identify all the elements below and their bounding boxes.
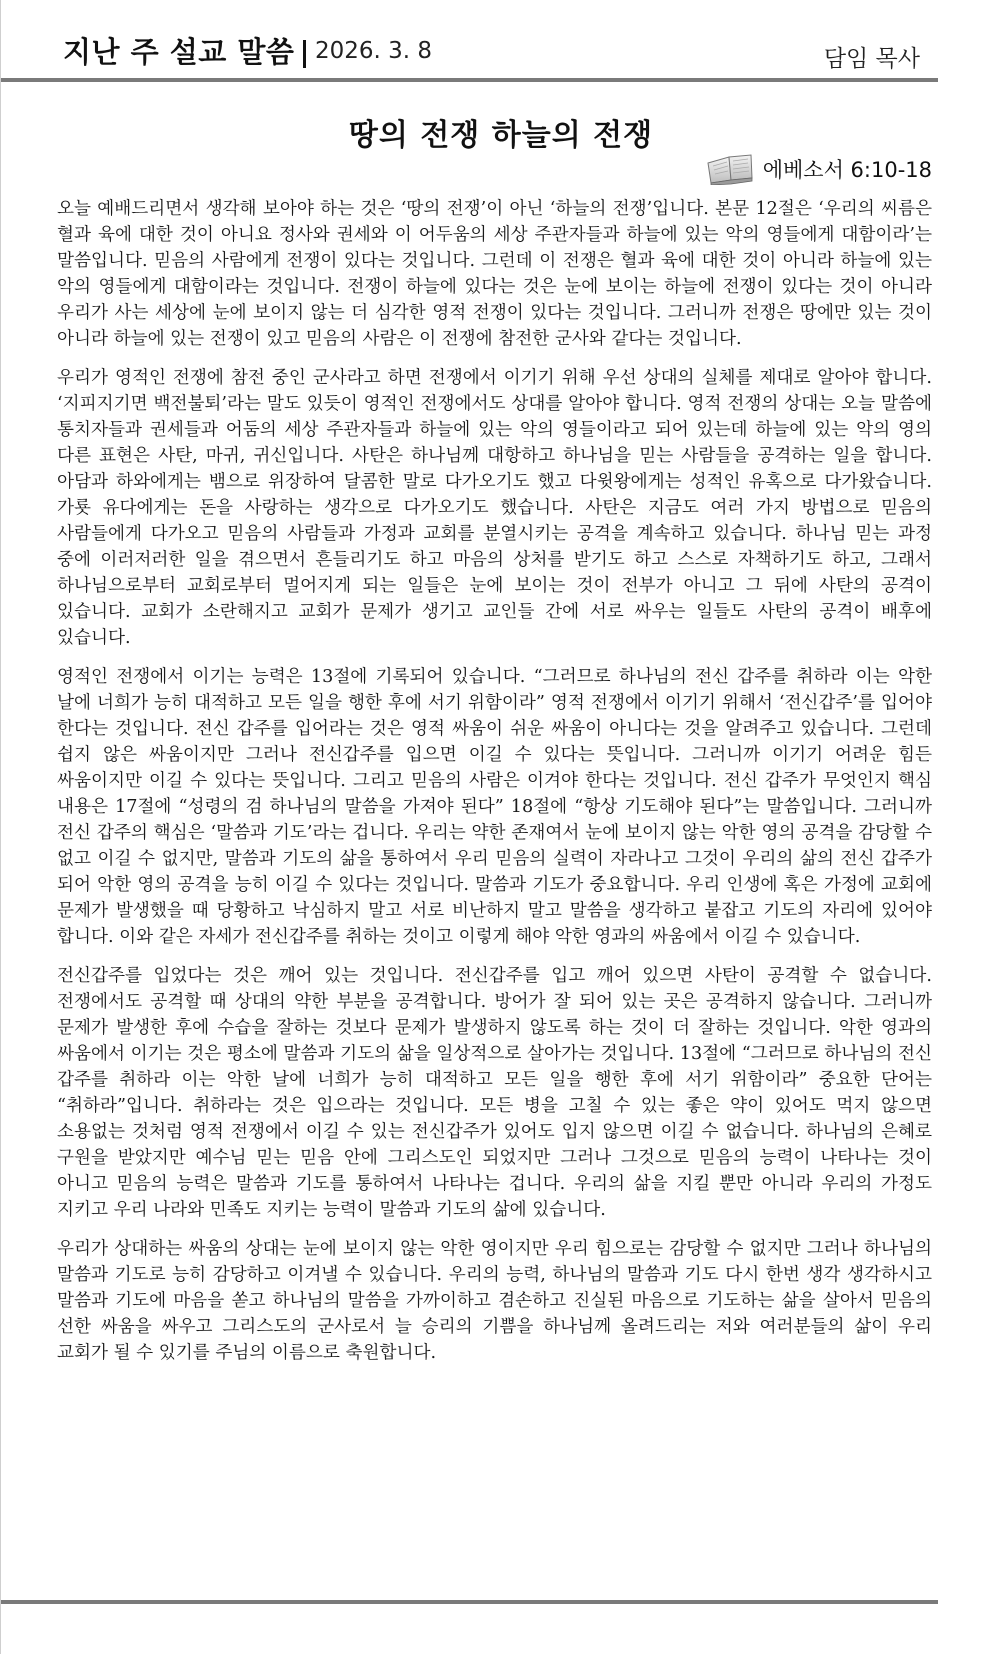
paragraph: 우리가 영적인 전쟁에 참전 중인 군사라고 하면 전쟁에서 이기기 위해 우선 상대의 실체를 제대로 알아야 합니다. ‘지피지기면 백전불퇴’라는 말도 있듯이 영적인 전쟁에서도 상대를 알아야 합니다. 영적 전쟁의 상대는 오늘 말씀에 통치자들과 권세들과 어둠의 세상 주관자들과 하늘에 있는 악의 영들이라고 되어 있는데 하늘에 있는 악의 영의 다른 표현은 사탄, 마귀, 귀신입니다. 사탄은 하나님께 대항하고 하나님을 믿는 사람들을 공격하는 일을 합니다. 아담과 하와에게는 뱀으로 위장하여 달콤한 말로 다가오기도 했고 다윗왕에게는 성적인 유혹으로 다가왔습니다. 가룟 유다에게는 돈을 사랑하는 생각으로 다가오기도 했습니다. 사탄은 지금도 여러 가지 방법으로 믿음의 사람들에게 다가오고 믿음의 사람들과 가정과 교회를 분열시키는 공격을 계속하고 있습니다. 하나님 믿는 과정 중에 이러저러한 일을 겪으면서 흔들리기도 하고 마음의 상처를 받기도 하고 스스로 자책하기도 하고, 그래서 하나님으로부터 교회로부터 멀어지게 되는 일들은 눈에 보이는 것이 전부가 아니고 그 뒤에 사탄의 공격이 있습니다. 교회가 소란해지고 교회가 문제가 생기고 교인들 간에 서로 싸우는 일들도 사탄의 공격이 배후에 있습니다. [57, 368, 933, 648]
footer-rule [1, 1600, 938, 1604]
sermon-date: 2026. 3. 8 [315, 38, 433, 64]
paragraph: 오늘 예배드리면서 생각해 보아야 하는 것은 ‘땅의 전쟁’이 아닌 ‘하늘의 전쟁’입니다. 본문 12절은 ‘우리의 씨름은 혈과 육에 대한 것이 아니요 정사와 권세와 이 어두움의 세상 주관자들과 하늘에 있는 악의 영들에게 대함이라’는 말씀입니다. 믿음의 사람에게 전쟁이 있다는 것입니다. 그런데 이 전쟁은 혈과 육에 대한 것이 아니라 하늘에 있는 악의 영들에게 대함이라는 것입니다. 전쟁이 하늘에 있다는 것은 눈에 보이는 하늘에 전쟁이 있다는 것이 아니라 우리가 사는 세상에 눈에 보이지 않는 더 심각한 영적 전쟁이 있다는 것입니다. 그러니까 전쟁은 땅에만 있는 것이 아니라 하늘에 있는 전쟁이 있고 믿음의 사람은 이 전쟁에 참전한 군사와 같다는 것입니다. [57, 199, 932, 349]
sermon-title: 땅의 전쟁 하늘의 전쟁 [348, 118, 654, 153]
sermon-body [57, 196, 932, 1379]
scripture-text: 에베소서 6:10-18 [762, 158, 932, 182]
paragraph: 전신갑주를 입었다는 것은 깨어 있는 것입니다. 전신갑주를 입고 깨어 있으면 사탄이 공격할 수 없습니다. 전쟁에서도 공격할 때 상대의 약한 부분을 공격합니다. 방어가 잘 되어 있는 곳은 공격하지 않습니다. 그러니까 문제가 발생한 후에 수습을 잘하는 것보다 문제가 발생하지 않도록 하는 것이 더 잘하는 것입니다. 악한 영과의 싸움에서 이기는 것은 평소에 말씀과 기도의 삶을 일상적으로 살아가는 것입니다. 13절에 “그러므로 하나님의 전신 갑주를 취하라 이는 악한 날에 너희가 능히 대적하고 모든 일을 행한 후에 서기 위함이라” 중요한 단어는 “취하라”입니다. 취하라는 것은 입으라는 것입니다. 모든 병을 고칠 수 있는 좋은 약이 있어도 먹지 않으면 소용없는 것처럼 영적 전쟁에서 이길 수 있는 전신갑주가 있어도 입지 않으면 이길 수 없습니다. 하나님의 은혜로 구원을 받았지만 예수님 믿는 믿음 안에 그리스도인 되었지만 그러나 그것으로 믿음의 능력이 나타나는 것이 아니고 믿음의 능력은 말씀과 기도를 통하여서 나타나는 겁니다. 우리의 삶을 지킬 뿐만 아니라 우리의 가정도 지키고 우리 나라와 민족도 지키는 능력이 말씀과 기도의 삶에 있습니다. [57, 966, 932, 1220]
scripture-reference [705, 152, 932, 186]
header-rule [1, 78, 938, 82]
paragraph: 영적인 전쟁에서 이기는 능력은 13절에 기록되어 있습니다. “그러므로 하나님의 전신 갑주를 취하라 이는 악한 날에 너희가 능히 대적하고 모든 일을 행한 후에 서기 위함이라” 영적 전쟁에서 이기기 위해서 ‘전신갑주’를 입어야 한다는 것입니다. 전신 갑주를 입어라는 것은 영적 싸움이 쉬운 싸움이 아니다는 것을 알려주고 있습니다. 그런데 쉽지 않은 싸움이지만 그러나 전신갑주를 입으면 이길 수 있다는 뜻입니다. 그러니까 이기기 어려운 힘든 싸움이지만 이길 수 있다는 뜻입니다. 그리고 믿음의 사람은 이겨야 한다는 것입니다. 전신 갑주가 무엇인지 핵심 내용은 17절에 “성령의 검 하나님의 말씀을 가져야 된다” 18절에 “항상 기도해야 된다”는 말씀입니다. 그러니까 전신 갑주의 핵심은 ‘말씀과 기도’라는 겁니다. 우리는 약한 존재여서 눈에 보이지 않는 악한 영의 공격을 감당할 수 없고 이길 수 없지만, 말씀과 기도의 삶을 통하여서 우리 믿음의 실력이 자라나고 그것이 우리의 삶의 전신 갑주가 되어 악한 영의 공격을 능히 이길 수 있다는 것입니다. 말씀과 기도가 중요합니다. 우리 인생에 혹은 가정에 교회에 문제가 발생했을 때 당황하고 낙심하지 말고 서로 비난하지 말고 말씀을 생각하고 붙잡고 기도의 자리에 있어야 합니다. 이와 같은 자세가 전신갑주를 취하는 것이고 이렇게 해야 악한 영과의 싸움에서 이길 수 있습니다. [57, 667, 932, 947]
paragraph: 우리가 상대하는 싸움의 상대는 눈에 보이지 않는 악한 영이지만 우리 힘으로는 감당할 수 없지만 그러나 하나님의 말씀과 기도로 능히 감당하고 이겨낼 수 있습니다. 우리의 능력, 하나님의 말씀과 기도 다시 한번 생각 생각하시고 말씀과 기도에 마음을 쏟고 하나님의 말씀을 가까이하고 겸손하고 진실된 마음으로 기도하는 삶을 살아서 믿음의 선한 싸움을 싸우고 그리스도의 군사로서 늘 승리의 기쁨을 하나님께 올려드리는 저와 여러분들의 삶이 우리 교회가 될 수 있기를 주님의 이름으로 축원합니다. [57, 1239, 932, 1363]
open-book-icon [705, 153, 755, 185]
section-title: 지난 주 설교 말씀 [63, 35, 295, 69]
pastor-label: 담임 목사 [823, 46, 920, 72]
page-header [1, 0, 938, 80]
header-divider [303, 40, 306, 68]
